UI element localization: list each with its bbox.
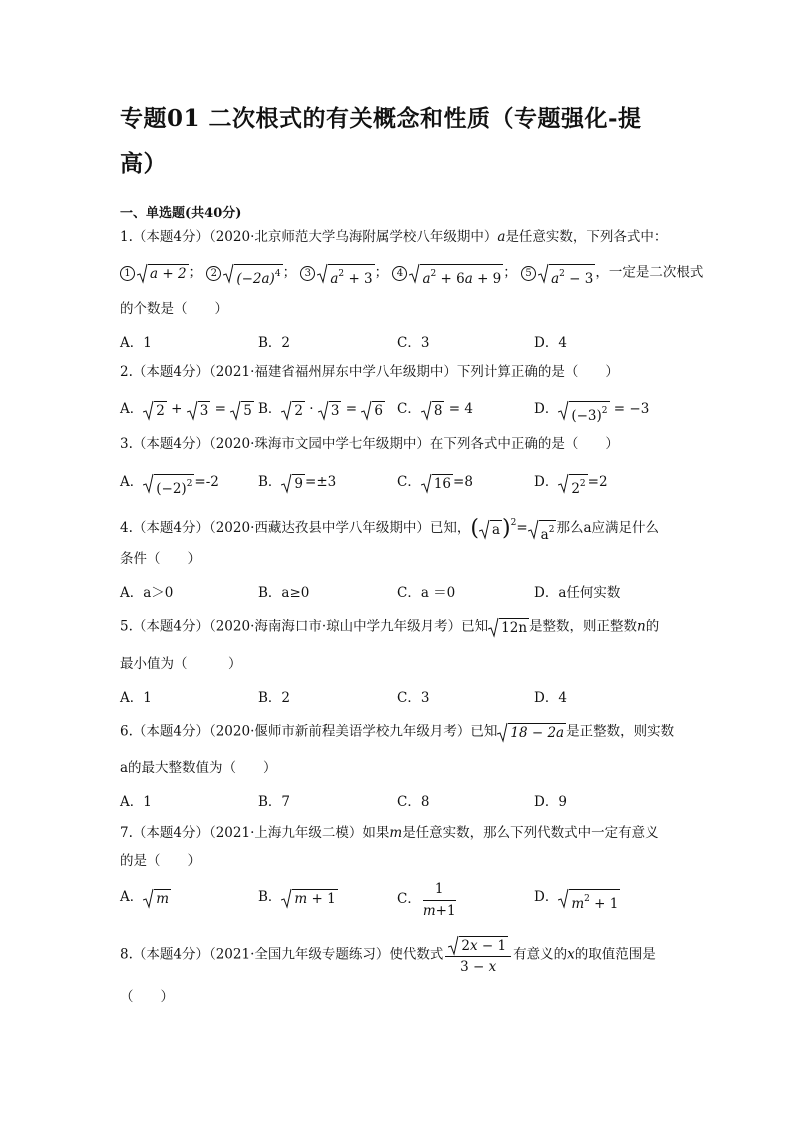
q5-tail: 是整数，则正整数 bbox=[529, 618, 638, 635]
q5-options bbox=[120, 686, 680, 708]
q4-expr: a bbox=[479, 518, 502, 540]
q2-option-d[interactable]: D． $(-3)^2 = -3$ bbox=[534, 401, 650, 424]
q1-expr-5: $a^2 - 3$ bbox=[538, 262, 595, 284]
q4-tail: 那么a应满足什么 bbox=[556, 520, 660, 536]
q6-option-b[interactable]: B．7 bbox=[258, 794, 291, 810]
q6-option-d[interactable]: D．9 bbox=[534, 794, 567, 810]
q4-head: 4.（本题4分）（2020·西藏达孜县中学八年级期中）已知， bbox=[120, 520, 471, 536]
marker-1: 1 bbox=[120, 266, 135, 281]
q4-options bbox=[120, 581, 680, 603]
q1-option-c[interactable]: C．3 bbox=[397, 335, 430, 351]
q2-head: 2.（本题4分）（2021·福建省福州屏东中学八年级期中）下列计算正确的是（ ） bbox=[120, 364, 619, 380]
q3-option-c[interactable]: C． 16 =8 bbox=[397, 474, 473, 492]
q1-options bbox=[120, 331, 680, 353]
q7-options bbox=[120, 878, 680, 918]
q5-line2: 最小值为（ ） bbox=[120, 656, 242, 672]
q4-head-line: 4.（本题4分）（2020·西藏达孜县中学八年级期中）已知，( a)$^2$= $a^2$ 那么a应满足什么 bbox=[120, 515, 660, 543]
marker-2: 2 bbox=[206, 266, 221, 281]
q1-expr-2: $(-2a)^4$ bbox=[223, 262, 282, 284]
q3-option-d[interactable]: D． $2^2 =2$ bbox=[534, 474, 608, 497]
q6-options bbox=[120, 790, 680, 812]
q1-text: 是任意实数，下列各式中： bbox=[505, 229, 668, 245]
q8-head: 8.（本题4分）（2021·全国九年级专题练习）使代数式 bbox=[120, 946, 444, 963]
q7-option-a[interactable]: A． m bbox=[120, 889, 170, 907]
q8-fraction: $\frac{2x - 1}{3 - x}$ bbox=[445, 933, 511, 977]
q1-head-line bbox=[120, 227, 667, 247]
q4-option-d[interactable]: D．a任何实数 bbox=[534, 585, 621, 601]
q1-line3: 的个数是（ ） bbox=[120, 301, 228, 317]
q5-option-d[interactable]: D．4 bbox=[534, 690, 567, 706]
q7-head-line bbox=[120, 823, 659, 843]
q7-option-c[interactable]: C． $\frac{1}{m+1}$ bbox=[397, 878, 458, 921]
q2-option-b[interactable]: B． 2 · 3 = 6 bbox=[258, 401, 383, 419]
q7-tail: 是任意实数，那么下列代数式中一定有意义 bbox=[402, 825, 659, 841]
q3-head: 3.（本题4分）（2020·珠海市文园中学七年级期中）在下列各式中正确的是（ ） bbox=[120, 436, 619, 452]
q1-head: 1.（本题4分）（2020·北京师范大学乌海附属学校八年级期中） bbox=[120, 229, 498, 245]
q4-option-a[interactable]: A．a＞0 bbox=[120, 585, 174, 601]
page-title bbox=[120, 96, 700, 186]
q8-var: x bbox=[567, 946, 575, 963]
q1-expr-1: a + 2 bbox=[137, 262, 189, 284]
marker-4: 4 bbox=[392, 266, 407, 281]
title-line-2: 高） bbox=[120, 150, 167, 177]
q1-expressions: 1 a + 2 ； 2 $(-2a)^4$ ； 3 $a^2 + 3$ ； 4 $a^2 + 6a + 9$ ； 5 $a^2 - 3$ ，一定是二次根式 bbox=[120, 262, 703, 284]
q6-line2: a的最大整数值为（ ） bbox=[120, 760, 277, 776]
q5-option-c[interactable]: C．3 bbox=[397, 690, 430, 706]
q8-line2: （ ） bbox=[120, 989, 174, 1005]
q5-tail2: 的 bbox=[645, 618, 660, 635]
q1-expr-3: $a^2 + 3$ bbox=[317, 262, 374, 284]
q6-expr: 18 − 2a bbox=[497, 721, 566, 743]
q5-var: n bbox=[637, 618, 646, 635]
q6-head-line bbox=[120, 721, 674, 743]
q5-option-b[interactable]: B．2 bbox=[258, 690, 291, 706]
q7-option-d[interactable]: D． $m^2 + 1$ bbox=[534, 889, 619, 912]
q5-option-a[interactable]: A．1 bbox=[120, 690, 152, 706]
q8-tail: 有意义的 bbox=[513, 946, 568, 963]
q8-tail2: 的取值范围是 bbox=[574, 946, 656, 963]
q5-head-line bbox=[120, 616, 659, 638]
q2-options bbox=[120, 397, 680, 424]
q7-line2: 的是（ ） bbox=[120, 853, 201, 869]
q5-head: 5.（本题4分）（2020·海南海口市·琼山中学九年级月考）已知 bbox=[120, 618, 489, 635]
q3-option-b[interactable]: B． 9 =±3 bbox=[258, 474, 337, 492]
marker-3: 3 bbox=[300, 266, 315, 281]
q3-options bbox=[120, 470, 680, 497]
q1-option-b[interactable]: B．2 bbox=[258, 335, 291, 351]
q1-tail: ，一定是二次根式 bbox=[595, 264, 704, 281]
section-heading: 一、单选题(共40分) bbox=[120, 206, 242, 221]
q4-option-b[interactable]: B．a≥0 bbox=[258, 585, 310, 601]
q8-head-line bbox=[120, 933, 656, 975]
q4-option-c[interactable]: C．a ＝0 bbox=[397, 585, 456, 601]
marker-5: 5 bbox=[521, 266, 536, 281]
q7-option-b[interactable]: B． m + 1 bbox=[258, 889, 336, 907]
title-line-1: 专题01 二次根式的有关概念和性质（专题强化-提 bbox=[120, 105, 642, 132]
q3-option-a[interactable]: A． $(-2)^2 =-2$ bbox=[120, 474, 219, 497]
q7-var: m bbox=[389, 825, 403, 841]
q1-expr-4: $a^2 + 6a + 9$ bbox=[409, 262, 503, 284]
q1-var-a: a bbox=[497, 229, 506, 245]
q2-option-c[interactable]: C． 8 = 4 bbox=[397, 401, 473, 419]
q6-head: 6.（本题4分）（2020·偃师市新前程美语学校九年级月考）已知 bbox=[120, 723, 498, 740]
q7-head: 7.（本题4分）（2021·上海九年级二模）如果 bbox=[120, 825, 390, 841]
q5-expr: 12n bbox=[488, 616, 529, 638]
q6-option-a[interactable]: A．1 bbox=[120, 794, 152, 810]
q4-line2: 条件（ ） bbox=[120, 551, 201, 567]
q6-tail: 是正整数，则实数 bbox=[566, 723, 675, 740]
q2-option-a[interactable]: A． 2 + 3 = 5 bbox=[120, 401, 252, 419]
q6-option-c[interactable]: C．8 bbox=[397, 794, 430, 810]
q1-option-d[interactable]: D．4 bbox=[534, 335, 567, 351]
q1-option-a[interactable]: A．1 bbox=[120, 335, 152, 351]
